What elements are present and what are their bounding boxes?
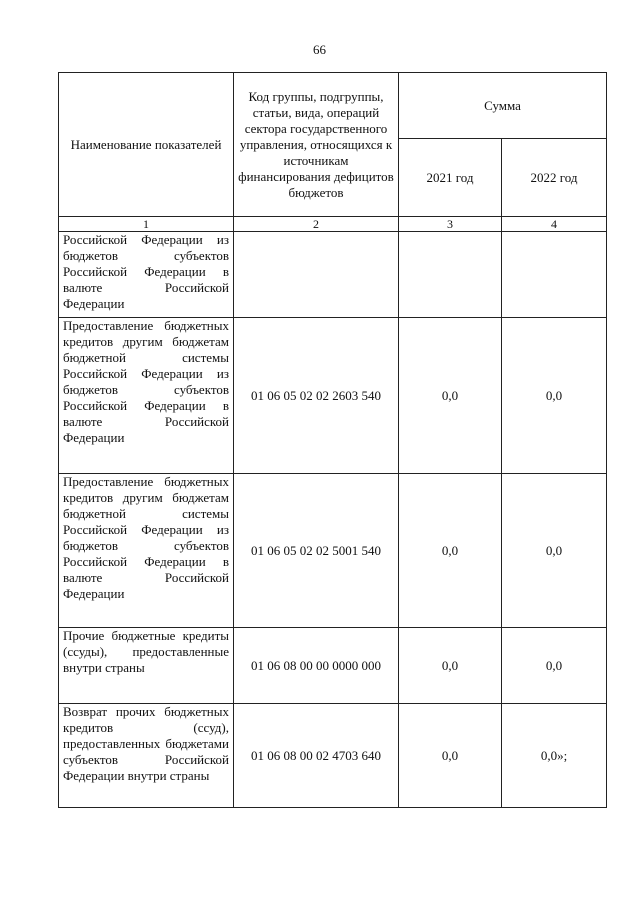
row-code: 01 06 05 02 02 5001 540 — [234, 474, 399, 628]
page-number: 66 — [313, 42, 326, 57]
header-year-2021: 2021 год — [399, 139, 502, 217]
column-number: 4 — [502, 217, 607, 232]
header-name: Наименование показателей — [59, 73, 234, 217]
column-number: 2 — [234, 217, 399, 232]
row-value-2022: 0,0 — [502, 628, 607, 704]
table-row — [59, 474, 607, 628]
row-name: Предоставление бюджетных кредитов другим бюджетам бюджетной системы Российской Федерации из бюджетов субъектов Российской Федерации в валюте Российской Федерации — [59, 318, 234, 474]
table-row — [59, 318, 607, 474]
header-year-2022: 2022 год — [502, 139, 607, 217]
table-row — [59, 628, 607, 704]
column-number: 3 — [399, 217, 502, 232]
row-code: 01 06 05 02 02 2603 540 — [234, 318, 399, 474]
row-code: 01 06 08 00 00 0000 000 — [234, 628, 399, 704]
header-sum: Сумма — [399, 73, 607, 139]
row-name: Прочие бюджетные кредиты (ссуды), предоставленные внутри страны — [59, 628, 234, 704]
table-row — [59, 704, 607, 808]
row-value-2021 — [399, 232, 502, 318]
row-value-2022: 0,0»; — [502, 704, 607, 808]
row-value-2022 — [502, 232, 607, 318]
row-name: Предоставление бюджетных кредитов другим бюджетам бюджетной системы Российской Федерации из бюджетов субъектов Российской Федерации в валюте Российской Федерации — [59, 474, 234, 628]
row-value-2022: 0,0 — [502, 474, 607, 628]
row-value-2021: 0,0 — [399, 474, 502, 628]
row-value-2022: 0,0 — [502, 318, 607, 474]
header-code: Код группы, подгруппы, статьи, вида, операций сектора государственного управления, относящихся к источникам финансирования дефицитов бюджетов — [234, 73, 399, 217]
table-row — [59, 232, 607, 318]
row-name: Российской Федерации из бюджетов субъектов Российской Федерации в валюте Российской Федерации — [59, 232, 234, 318]
budget-table — [58, 72, 607, 808]
row-code — [234, 232, 399, 318]
row-value-2021: 0,0 — [399, 318, 502, 474]
row-code: 01 06 08 00 02 4703 640 — [234, 704, 399, 808]
row-value-2021: 0,0 — [399, 704, 502, 808]
row-name: Возврат прочих бюджетных кредитов (ссуд), предоставленных бюджетами субъектов Российской Федерации внутри страны — [59, 704, 234, 808]
column-number: 1 — [59, 217, 234, 232]
row-value-2021: 0,0 — [399, 628, 502, 704]
